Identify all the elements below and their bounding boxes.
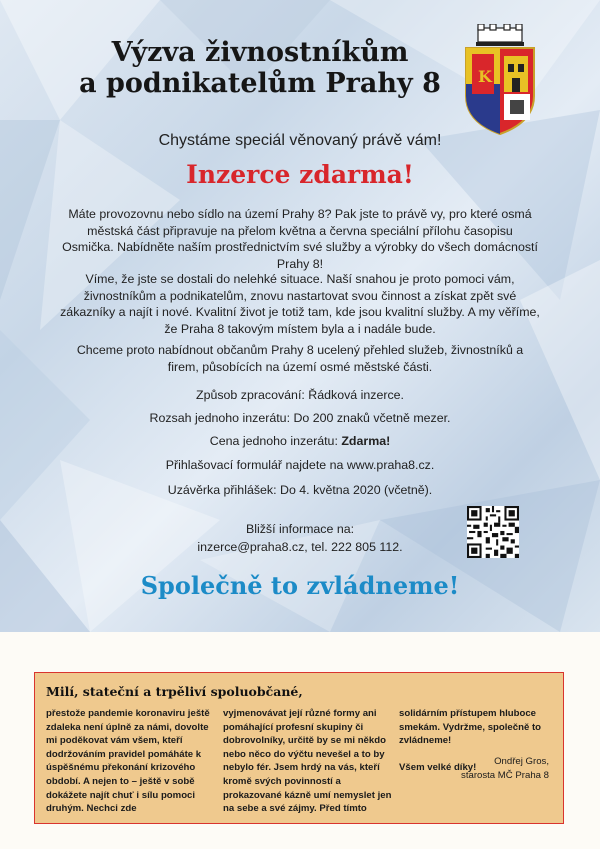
situation-paragraph: Víme, že jste se dostali do nelehké situace. Naší snahou je proto pomoci vám, živnostníkům a podnikatelům, znovu nastartovat svou činnost a získat zpět své zákazníky a najít i nové. Kvalitní život je totiž tam, kde jsou kvalitní služby. A my věříme, že Praha 8 takovým místem byla a i nadále bude.: [60, 272, 540, 336]
letter-column-3-text: solidárním přístupem hluboce smekám. Vydržme, společně to zvládneme!: [399, 708, 542, 747]
deadline-detail: Uzávěrka přihlášek: Do 4. května 2020 (včetně).: [167, 483, 433, 497]
contact-info: inzerce@praha8.cz, tel. 222 805 112.: [197, 540, 403, 554]
title-line-1: Výzva živnostníkům: [111, 37, 409, 68]
form-detail: Přihlašovací formulář najdete na www.praha8.cz.: [165, 458, 435, 472]
offer-paragraph: Chceme proto nabídnout občanům Prahy 8 ucelený přehled služeb, živnostníků a firem, působících na území osmé městské části.: [76, 343, 524, 374]
page-title: [60, 37, 460, 99]
prague-8-coat-of-arms-logo: [460, 24, 540, 136]
subheading: Chystáme speciál věnovaný právě vám!: [158, 132, 442, 149]
length-detail: Rozsah jednoho inzerátu: Do 200 znaků včetně mezer.: [149, 411, 451, 425]
letter-thanks: Všem velké díky!: [399, 761, 477, 773]
letter-signature: [461, 755, 549, 782]
slogan: Společně to zvládneme!: [140, 571, 460, 600]
signature-name: Ondřej Gros,: [494, 756, 549, 767]
letter-column-1: přestože pandemie koronaviru ještě zdaleka není úplně za námi, dovolte mi poděkovat vám všem, kteří dodržováním pravidel pomáháte k úspěšnému překonání krizového období. A nejen to – ještě v sobě dokážete najít chuť i sílu pomoci druhým. Nechci zde: [46, 708, 210, 815]
price-detail: [0, 434, 600, 448]
svg-text:K: K: [478, 67, 492, 86]
price-value: Zdarma!: [341, 434, 391, 448]
signature-title: starosta MČ Praha 8: [461, 769, 549, 781]
contact-label: Bližší informace na:: [245, 522, 355, 536]
letter-greeting: Milí, stateční a trpěliví spoluobčané,: [46, 684, 303, 699]
price-label: Cena jednoho inzerátu:: [209, 434, 342, 448]
title-line-2: a podnikatelům Prahy 8: [79, 68, 441, 99]
mayor-letter-box: [34, 672, 564, 824]
intro-paragraph: Máte provozovnu nebo sídlo na území Prahy 8? Pak jste to právě vy, pro které osmá městská část připravuje na přelom května a června speciální přílohu časopisu Osmička. Nabídněte naším prostřednictvím své služby a výrobky do všech domácností Prahy 8!: [62, 207, 538, 271]
processing-detail: Způsob zpracování: Řádková inzerce.: [196, 388, 404, 402]
letter-column-2: vyjmenovávat její různé formy ani pomáhající profesní skupiny či dobrovolníky, určitě by se mi někdo nebo něco do výčtu nevešel a to by nebylo fér. Jsem hrdý na vás, kteří kromě svých povinností a prokazované kázně umí nemyslet jen na sebe a své zájmy. Před tímto: [223, 708, 392, 815]
qr-code[interactable]: [467, 506, 519, 558]
headline-free-ads: Inzerce zdarma!: [186, 160, 414, 189]
